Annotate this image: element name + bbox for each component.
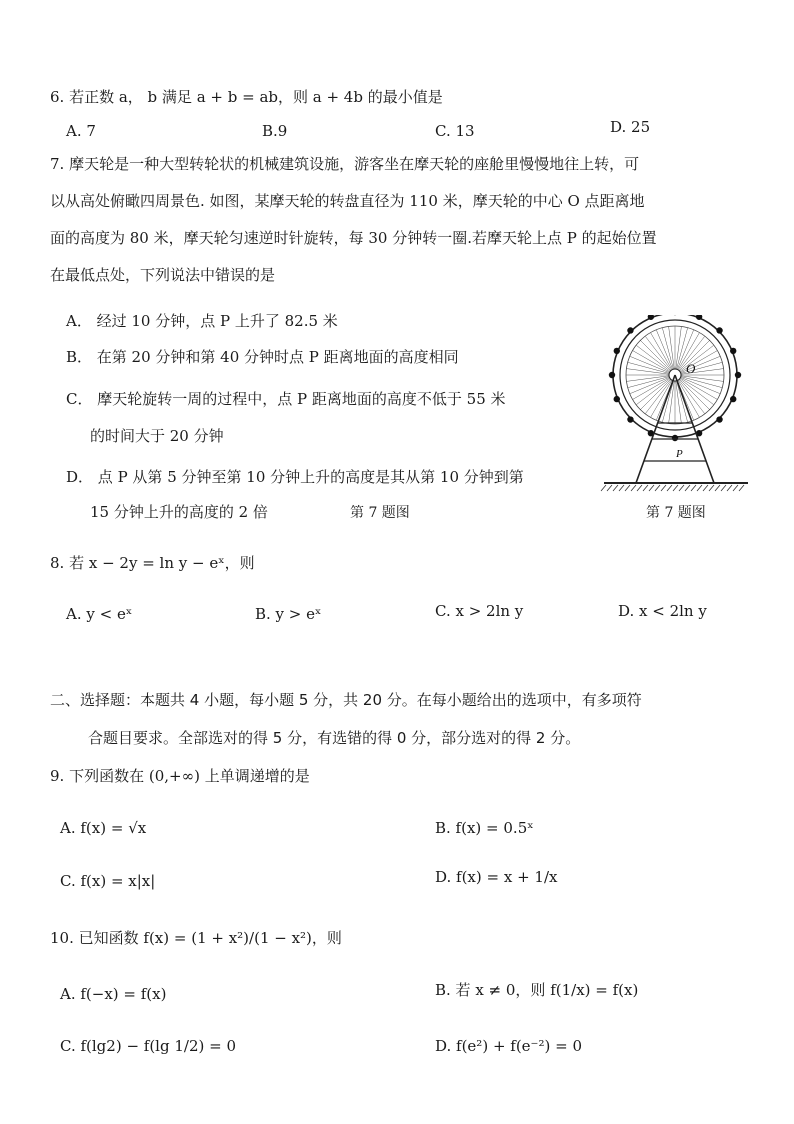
wheel-spoke — [640, 375, 675, 410]
section-2-instructions-line1: 二、选择题：本题共 4 小题，每小题 5 分，共 20 分。在每小题给出的选项中，有多项符 — [50, 691, 642, 709]
q7-caption-inline: 第 7 题图 — [350, 505, 410, 521]
ground-hatch — [631, 485, 636, 491]
q7-option-b: B． 在第 20 分钟和第 40 分钟时点 P 距离地面的高度相同 — [66, 348, 459, 366]
ground-hatch — [619, 485, 624, 491]
wheel-spoke — [651, 333, 676, 375]
wheel-cabin — [627, 416, 633, 422]
wheel-cabin — [672, 435, 678, 441]
wheel-cabin — [614, 396, 620, 402]
q8-option-d: D. x < 2ln y — [618, 602, 707, 620]
ground-hatch — [649, 485, 654, 491]
q9-stem: 9. 下列函数在 (0,+∞) 上单调递增的是 — [50, 767, 310, 785]
q9-option-c: C. f(x) = x|x| — [60, 872, 156, 890]
q7-option-d-line1: D． 点 P 从第 5 分钟至第 10 分钟上升的高度是其从第 10 分钟到第 — [66, 468, 524, 486]
q7-option-c-line1: C． 摩天轮旋转一周的过程中，点 P 距离地面的高度不低于 55 米 — [66, 390, 506, 408]
wheel-spoke — [675, 375, 722, 388]
q8-option-c: C. x > 2ln y — [435, 602, 524, 620]
ground-hatch — [721, 485, 726, 491]
q9-option-a: A. f(x) = √x — [60, 819, 147, 837]
ground-hatch — [661, 485, 666, 491]
q10-option-d: D. f(e²) + f(e⁻²) = 0 — [435, 1037, 582, 1055]
wheel-spoke — [675, 375, 710, 410]
q10-option-b: B. 若 x ≠ 0，则 f(1/x) = f(x) — [435, 981, 639, 999]
q7-option-d-line2: 15 分钟上升的高度的 2 倍 — [90, 503, 268, 521]
q6-option-a: A. 7 — [66, 122, 96, 140]
wheel-cabin — [716, 416, 722, 422]
wheel-spoke — [633, 375, 675, 400]
ground-hatch — [727, 485, 732, 491]
ground-hatch — [697, 485, 702, 491]
q8-option-a: A. y < eˣ — [66, 605, 133, 623]
q10-stem: 10. 已知函数 f(x) = (1 + x²)/(1 − x²)，则 — [50, 929, 342, 947]
wheel-cabin — [730, 396, 736, 402]
ground-hatch — [673, 485, 678, 491]
ground-hatch — [691, 485, 696, 491]
ground-hatch — [601, 485, 606, 491]
ground-hatch — [733, 485, 738, 491]
wheel-center-label: O — [686, 361, 696, 376]
wheel-cabin — [730, 348, 736, 354]
q9-option-b: B. f(x) = 0.5ˣ — [435, 819, 534, 837]
q10-option-a: A. f(−x) = f(x) — [60, 985, 167, 1003]
wheel-cabin — [614, 348, 620, 354]
ground-hatch — [637, 485, 642, 491]
wheel-cabin — [627, 327, 633, 333]
ground-hatch — [625, 485, 630, 491]
ground-hatch — [739, 485, 744, 491]
q6-option-c: C. 13 — [435, 122, 475, 140]
ferris-wheel-figure — [600, 315, 760, 495]
q7-line-2: 以从高处俯瞰四周景色. 如图，某摩天轮的转盘直径为 110 米，摩天轮的中心 O 点距离地 — [50, 192, 645, 210]
q8-option-b: B. y > eˣ — [255, 605, 322, 623]
q7-option-c-line2: 的时间大于 20 分钟 — [90, 427, 224, 445]
wheel-spoke — [640, 340, 675, 375]
q7-line-3: 面的高度为 80 米，摩天轮匀速逆时针旋转，每 30 分钟转一圈.若摩天轮上点 P 的起始位置 — [50, 229, 657, 247]
ground-hatch — [607, 485, 612, 491]
ground-hatch — [685, 485, 690, 491]
wheel-spoke — [675, 362, 722, 375]
ground-hatch — [613, 485, 618, 491]
ground-hatch — [643, 485, 648, 491]
wheel-point-label: P — [676, 448, 683, 460]
wheel-cabin — [735, 372, 741, 378]
ground-hatch — [709, 485, 714, 491]
wheel-spoke — [662, 328, 675, 375]
q9-option-d: D. f(x) = x + 1/x — [435, 868, 558, 886]
q6-option-d: D. 25 — [610, 118, 651, 136]
wheel-spoke — [628, 375, 675, 388]
section-2-instructions-line2: 合题目要求。全部选对的得 5 分，有选错的得 0 分，部分选对的得 2 分。 — [88, 729, 581, 747]
q7-option-a: A． 经过 10 分钟，点 P 上升了 82.5 米 — [66, 312, 338, 330]
q6-option-b: B.9 — [262, 122, 288, 140]
wheel-cabin — [716, 327, 722, 333]
wheel-spoke — [675, 375, 717, 400]
wheel-spoke — [628, 362, 675, 375]
q10-option-c: C. f(lg2) − f(lg 1/2) = 0 — [60, 1037, 236, 1055]
q7-line-1: 7. 摩天轮是一种大型转轮状的机械建筑设施，游客坐在摩天轮的座舱里慢慢地往上转，可 — [50, 155, 640, 173]
q6-stem: 6. 若正数 a， b 满足 a + b = ab，则 a + 4b 的最小值是 — [50, 88, 443, 106]
q8-stem: 8. 若 x − 2y = ln y − eˣ，则 — [50, 554, 255, 572]
wheel-cabin — [609, 372, 615, 378]
wheel-spoke — [675, 351, 717, 376]
ground-hatch — [703, 485, 708, 491]
wheel-spoke — [633, 351, 675, 376]
ground-hatch — [655, 485, 660, 491]
q7-caption-figure: 第 7 题图 — [646, 505, 706, 521]
ferris-wheel-drawing — [601, 315, 748, 491]
ground-hatch — [715, 485, 720, 491]
ground-hatch — [679, 485, 684, 491]
q7-line-4: 在最低点处，下列说法中错误的是 — [50, 266, 276, 284]
ground-hatch — [667, 485, 672, 491]
